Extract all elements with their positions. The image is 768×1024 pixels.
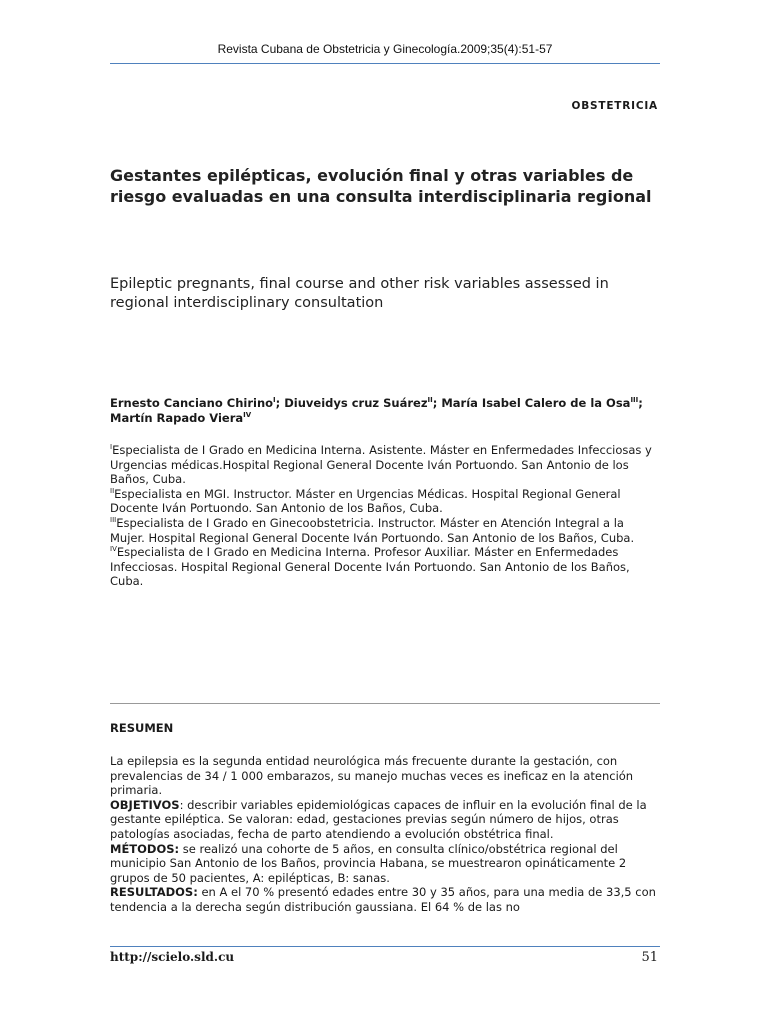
author-name: Diuveidys cruz Suárez [284,396,428,410]
abstract-body [110,754,660,930]
title-spanish: Gestantes epilépticas, evolución final y otras variables de riesgo evaluadas en una consulta interdisciplinaria regional [110,166,652,206]
abstract-label-resultados: RESULTADOS: [110,885,198,900]
section-divider [110,703,660,704]
affiliation-mark: I [110,443,113,452]
abstract-label-objetivos: OBJETIVOS [110,797,180,812]
header-rule [110,63,660,64]
author-list [110,396,660,426]
author-separator: ; [432,396,442,410]
abstract-text: La epilepsia es la segunda entidad neurológica más frecuente durante la gestación, con prevalencias de 34 / 1 000 embarazos, su manejo muchas veces es ineficaz en la atención primaria. [110,754,634,798]
abstract-paragraph [110,754,660,798]
affiliation-item [110,487,660,516]
affiliation-item [110,516,660,545]
affiliation-text: Especialista de I Grado en Medicina Interna. Profesor Auxiliar. Máster en Enfermedades Infecciosas. Hospital Regional General Docente Iván Portuondo. San Antonio de los Baños, Cuba. [110,545,630,589]
abstract-paragraph [110,842,660,886]
author-mark: II [427,396,433,405]
footer-rule [110,946,660,947]
abstract-text: en A el 70 % presentó edades entre 30 y 35 años, para una media de 33,5 con tendencia a la derecha según distribución gaussiana. El 64 % de las no [110,885,656,914]
affiliations [110,443,660,589]
abstract-label-metodos: MÉTODOS: [110,841,180,856]
affiliation-mark: IV [110,545,117,554]
affiliation-item [110,443,660,487]
section-label: OBSTETRICIA [571,100,658,112]
affiliation-text: Especialista en MGI. Instructor. Máster en Urgencias Médicas. Hospital Regional General Docente Iván Portuondo. San Antonio de los Baños, Cuba. [110,486,621,516]
abstract-paragraph [110,885,660,914]
abstract-heading: RESUMEN [110,721,174,735]
author-separator: ; [638,396,643,410]
footer-url[interactable]: http://scielo.sld.cu [110,950,235,964]
author-name: María Isabel Calero de la Osa [441,396,631,410]
affiliation-text: Especialista de I Grado en Ginecoobstetricia. Instructor. Máster en Atención Integral a la Mujer. Hospital Regional General Docente Iván Portuondo. San Antonio de los Baños, Cuba. [110,515,635,545]
affiliation-text: Especialista de I Grado en Medicina Interna. Asistente. Máster en Enfermedades Infecciosas y Urgencias médicas.Hospital Regional General Docente Iván Portuondo. San Antonio de los Baños, Cuba. [110,443,652,487]
author-mark: IV [243,411,252,420]
abstract-text: se realizó una cohorte de 5 años, en consulta clínico/obstétrica regional del municipio San Antonio de los Baños, provincia Habana, se muestrearon opináticamente 2 grupos de 50 pacientes, A: epilépticas, B: sanas. [110,841,627,885]
affiliation-mark: III [110,516,117,525]
author-name: Ernesto Canciano Chirino [110,396,274,410]
page-number: 51 [641,950,658,965]
affiliation-item [110,545,660,589]
author-name: Martín Rapado Viera [110,411,244,425]
author-separator: ; [275,396,285,410]
journal-citation: Revista Cubana de Obstetricia y Ginecología.2009;35(4):51-57 [217,42,553,56]
title-english: Epileptic pregnants, final course and other risk variables assessed in regional interdisciplinary consultation [110,276,609,311]
author-mark: III [630,396,639,405]
author-mark: I [273,396,276,405]
affiliation-mark: II [110,486,115,495]
abstract-paragraph [110,798,660,842]
abstract-text: : describir variables epidemiológicas capaces de influir en la evolución final de la gestante epiléptica. Se valoran: edad, gestaciones previas según número de hijos, otras patologías asociadas, fecha de parto atendiendo a evolución obstétrica final. [110,797,647,841]
